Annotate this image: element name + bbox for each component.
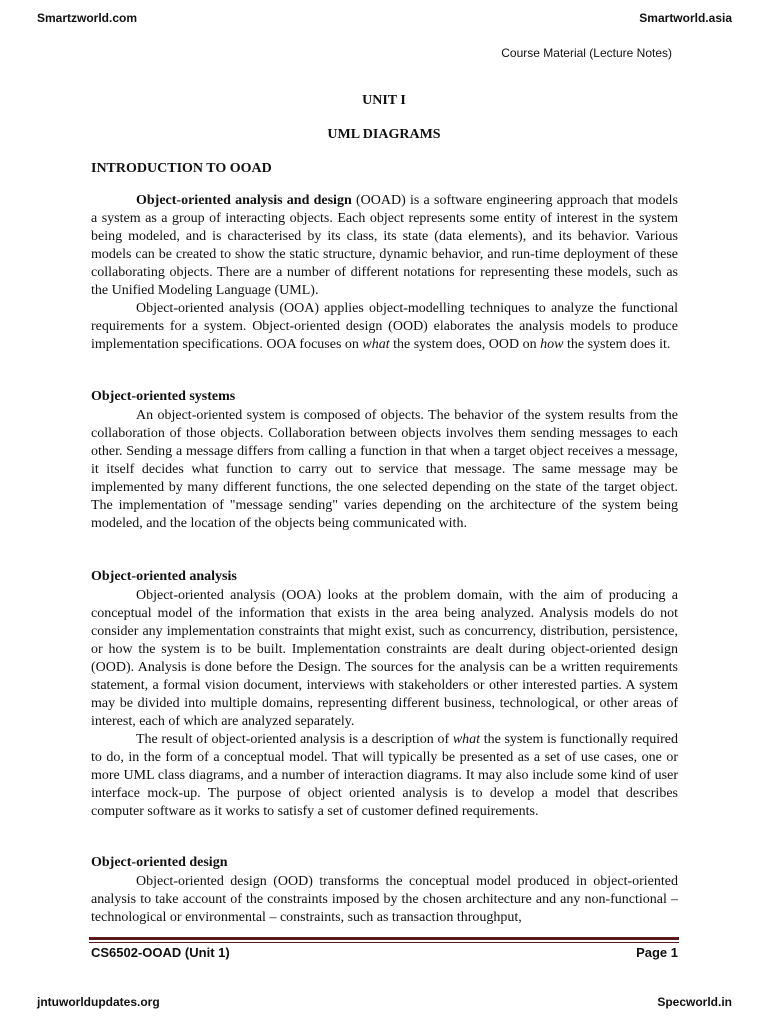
section-heading-systems: Object-oriented systems bbox=[91, 389, 236, 404]
section-heading-design: Object-oriented design bbox=[91, 855, 228, 870]
section-heading-analysis: Object-oriented analysis bbox=[91, 569, 237, 584]
design-paragraph: Object-oriented design (OOD) transforms the conceptual model produced in object-oriented analysis to take account of the constraints imposed by the chosen architecture and any non-functional – technological or environmental – constraints, such as transaction throughput, bbox=[91, 874, 678, 925]
systems-paragraph: An object-oriented system is composed of objects. The behavior of the system results from the collaboration of those objects. Collaboration between objects involves them sending messages to each other. Sending a message differs from calling a function in that when a target object receives a message, it itself decides what function to carry out to service that message. The same message may be implemented by many different functions, the one selected depending on the state of the target object. The implementation of "message sending" varies depending on the architecture of the system being modeled, and the location of the objects being communicated with. bbox=[91, 408, 678, 531]
unit-title: UNIT I bbox=[362, 93, 406, 108]
footer-rule-thick bbox=[89, 937, 679, 940]
course-material-label: Course Material (Lecture Notes) bbox=[501, 46, 672, 60]
emphasis-what: what bbox=[362, 337, 390, 352]
section-heading-intro: INTRODUCTION TO OOAD bbox=[91, 161, 272, 176]
footer-course-code: CS6502-OOAD (Unit 1) bbox=[91, 945, 230, 960]
intro-body bbox=[91, 192, 678, 354]
watermark-bottom-left: jntuworldupdates.org bbox=[37, 995, 160, 1009]
analysis-paragraph-2 bbox=[91, 731, 678, 821]
watermark-bottom-right: Specworld.in bbox=[657, 995, 732, 1009]
intro-paragraph-2 bbox=[91, 300, 678, 354]
analysis-p2-text-a: The result of object-oriented analysis is a description of bbox=[136, 732, 453, 747]
systems-body bbox=[91, 407, 678, 533]
watermark-top-left: Smartzworld.com bbox=[37, 11, 138, 25]
analysis-p2-text-b: the system is functionally required to do, in the form of a conceptual model. That will typically be presented as a set of use cases, one or more UML class diagrams, and a number of interaction diagrams. It may also include some kind of user interface mock-up. The purpose of object oriented analysis is to develop a model that describes computer software as it works to satisfy a set of customer defined requirements. bbox=[91, 732, 679, 819]
intro-p2-text-b: the system does, OOD on bbox=[389, 337, 541, 352]
design-body bbox=[91, 873, 678, 927]
page-title: UML DIAGRAMS bbox=[327, 127, 441, 142]
watermark-top-right: Smartworld.asia bbox=[639, 11, 732, 25]
emphasis-how: how bbox=[540, 337, 564, 352]
intro-paragraph-1-text: (OOAD) is a software engineering approach that models a system as a group of interacting objects. Each object represents some entity of interest in the system being modeled, and is characterised by its class, its state (data elements), and its behavior. Various models can be created to show the static structure, dynamic behavior, and run-time deployment of these collaborating objects. There are a number of different notations for representing these models, such as the Unified Modeling Language (UML). bbox=[91, 193, 678, 298]
footer-page-number: Page 1 bbox=[636, 945, 678, 960]
intro-paragraph-1 bbox=[91, 192, 678, 300]
analysis-body bbox=[91, 587, 678, 821]
footer-rule-thin bbox=[89, 942, 679, 943]
intro-p2-text-a: Object-oriented analysis (OOA) applies object-modelling techniques to analyze the functional requirements for a system. Object-oriented design (OOD) elaborates the analysis models to produce implementation specifications. OOA focuses on bbox=[91, 301, 678, 352]
ooad-term: Object-oriented analysis and design bbox=[136, 193, 352, 208]
emphasis-what-2: what bbox=[452, 732, 481, 747]
intro-p2-text-c: the system does it. bbox=[563, 337, 671, 352]
analysis-paragraph-1: Object-oriented analysis (OOA) looks at the problem domain, with the aim of producing a conceptual model of the information that exists in the area being analyzed. Analysis models do not consider any implementation constraints that might exist, such as concurrency, distribution, persistence, or how the system is to be built. Implementation constraints are dealt during object-oriented design (OOD). Analysis is done before the Design. The sources for the analysis can be a written requirements statement, a formal vision document, interviews with stakeholders or other interested parties. A system may be divided into multiple domains, representing different business, technological, or other areas of interest, each of which are analyzed separately. bbox=[91, 588, 678, 729]
